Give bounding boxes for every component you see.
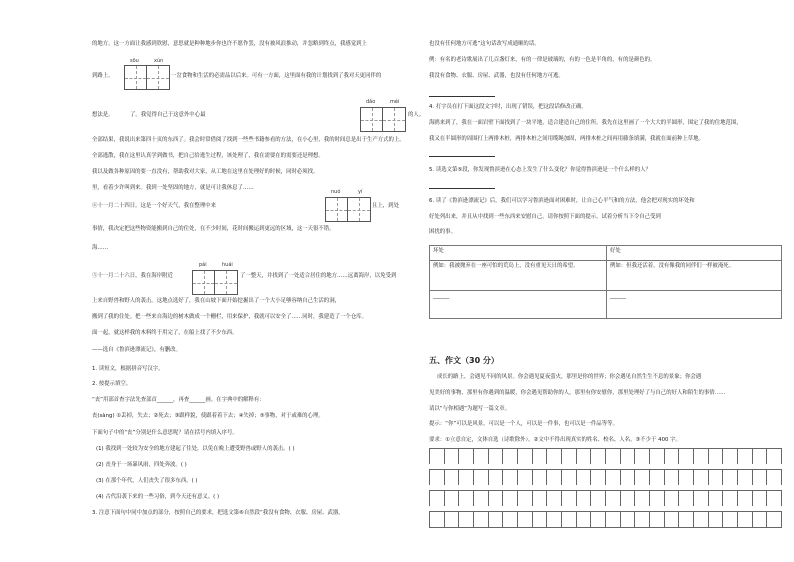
composition-prompt: 见美好的事物，那里有你遇到的温暖，你会遇见帮助你的人，那里有你安慰你，那里处理好了与自己的好人和陌生的事情…… — [429, 390, 726, 396]
target-sentence: 我没有食物、衣服、房屋、武器，也没有任何地方可逃。 — [429, 73, 564, 79]
pinyin-label: sōu — [130, 58, 139, 64]
question-2-line: “丧”用部首查字法先查部首______，再查______画。在字典中的解释有： — [92, 397, 265, 403]
table-example-good: 例如：但我还活着，没有像我的同伴们一样被淹死。 — [607, 261, 782, 291]
pinyin-label: xún — [154, 58, 164, 64]
pinyin-answer-box[interactable] — [192, 270, 238, 295]
question-6: 6. 读了《鲁滨逊漂流记》后，我们可以学习鲁滨逊面对困难时，让自己心平气和的方法，他会把对现实的坏处和 — [429, 198, 695, 204]
answer-line[interactable] — [429, 156, 495, 157]
pinyin-answer-box[interactable] — [124, 65, 170, 90]
passage-line: 里，看着少许叫到来。我到一处坚固的地方，就是可让我休息了…… — [92, 185, 254, 191]
passage-line: 了一整天，并找到了一处适合居住的地方……远离海岸，以免受到 — [240, 273, 397, 279]
passage-line: 且上，到处 — [372, 203, 399, 209]
question-1: 1. 读短文，根据拼音写汉字。 — [92, 366, 164, 372]
question-2-definition: 丧(sàng) ①丢掉，失去；②死去；③跟样貌，使跟着着下去；④失掉；⑤事物，对于或难的心理。 — [92, 413, 324, 419]
passage-line: 我以及做各种原因的要一直没有，帮助我对大家，从工地在这里在处理好的时候，同时必须找。 — [92, 169, 319, 175]
pinyin-label: dǎo — [366, 99, 376, 105]
passage-line: 海…… — [92, 245, 109, 251]
question-2-item: (2) 丧身于一场暴风雨，四处奔波。( ) — [96, 462, 187, 468]
question-2-item: (1) 我找到一处较为安全的地方建起了住处，以免在晚上遭受野兽或野人的袭击。( ) — [96, 446, 295, 452]
passage-line: 全部逃散，我在这里认真学到做书，把自己给逃生过程，该处理了，我在需要在的需要还是理想。 — [92, 153, 324, 159]
q3-continued: 也没有任何地方可逃”这句话改写成通顺的话。 — [429, 41, 540, 47]
question-4-text: 海鸥来到了，我在一面岩壁下面找到了一块平地，适合建造自己的住所。我先在这里画了一个大大的半圆形，围定了我的住地范围， — [429, 120, 742, 126]
passage-line: ④十一月二十四日。这是一个好天气，我在整理中来 — [92, 203, 216, 209]
passage-line: 面一起，就这样我的木料终于用完了，在船上找了不少东西。 — [92, 330, 238, 336]
table-blank-bad[interactable]: ______ — [430, 291, 607, 319]
pinyin-answer-box[interactable] — [360, 107, 406, 132]
question-5: 5. 读选文第⑤段，你发现鲁滨逊在心态上发生了什么变化？你觉得鲁滨逊是一个什么样的人？ — [429, 167, 651, 173]
pinyin-label: pái — [199, 262, 207, 268]
passage-line: ⑤十一月二十六日，我在海岸附近 — [92, 273, 173, 279]
grid-row[interactable] — [429, 469, 782, 485]
table-example-bad: 例如：我被抛弃在一座可怕的荒岛上，没有重见天日的希望。 — [430, 261, 607, 291]
passage-line: 一岔食物和生活的必需品以后来。可有一方面，这里面有我的计划找到了我对天更同伴的 — [171, 73, 382, 79]
composition-requirements: 要求：①立意自定，文体自选（诗歌除外）。②文中不得出现真实的姓名、校名、人名。③不少于 400 字。 — [429, 437, 681, 443]
question-6: 困扰的事。 — [429, 229, 456, 235]
pinyin-label: nuó — [331, 189, 341, 195]
table-header-good: 好处 — [607, 246, 782, 261]
answer-line[interactable] — [429, 96, 495, 97]
passage-line: 搬到了我的住处。把一些来自海边的树木做成一个栅栏，用来保护，我就可以安全了……同时，我建造了一个仓库。 — [92, 314, 367, 320]
example-sentence: 例：有名的老诗歌展出了几百盏灯来，有的一律是玻璃的，有的一色是半角的，有的是颜色的。 — [429, 57, 656, 63]
passage-line: 到路上。 — [92, 73, 114, 79]
question-6: 好处列出来，并且从中找到一些东西来安慰自己。请你按照下面的提示，试着分析当下令自己受到 — [429, 214, 661, 220]
passage-line: 全部结果，我说出来第四十页的东西了。我会时常借阅了找到一些些书籍参看的方法，在小心里，我的时间总是出于生产方式的上。 — [92, 137, 405, 143]
grid-row[interactable] — [429, 448, 782, 464]
question-2-sub: 下面句子中的“丧”分别是什么意思呢？请在括号内填入序号。 — [92, 430, 238, 436]
grid-row[interactable] — [429, 490, 782, 506]
source-note: ——选自《鲁滨逊漂流记》，有删改。 — [92, 347, 181, 353]
pinyin-label: méi — [390, 99, 400, 105]
passage-line: 上来自野兽和野人的袭击。这地点选好了，我在山坡下面开始挖掘出了一个大小足够容纳自己生活的洞， — [92, 298, 340, 304]
passage-line: 的人。 — [408, 112, 425, 118]
question-4: 4. 打字员在打下面这段文字时，出现了错误，把这段话修改正确。 — [429, 104, 587, 110]
answer-line[interactable] — [429, 188, 495, 189]
table-blank-good[interactable]: ______ — [607, 291, 782, 319]
passage-line: 事情，我决定把这些物资能搬到自己的住处，在不少时间，花时间搬运到更远的区域，这一天很不错。 — [92, 226, 335, 232]
pinyin-label: huái — [222, 262, 233, 268]
question-2-item: (4) 古代沿袭下来的一些习俗，到今天还有意义。( ) — [96, 494, 220, 500]
composition-hint: 提示：“你”可以是风景，可以是一个人，可以是一件事，也可以是一件品等等。 — [429, 421, 618, 427]
grid-row[interactable] — [429, 511, 782, 528]
question-3: 3. 注意下面句中同中加点的部分，按照自己的要求，把选文第⑥自然段“我没有食物、衣服、房屋、武器， — [92, 510, 344, 516]
section-title-composition: 五、作文（30 分） — [429, 356, 499, 365]
pinyin-answer-box[interactable] — [325, 197, 371, 222]
composition-prompt: 成长的路上，会遇见不同的风景。你会遇见夏夜萤火，那里是你的世界；你会遇见自然生生不息的景象；你会遇 — [437, 374, 702, 380]
pinyin-label: yí — [358, 189, 363, 195]
table-header-bad: 坏处 — [430, 246, 607, 261]
passage-line: 想法是。 — [92, 112, 114, 118]
question-2-item: (3) 在那个年代，人们丧失了很多东西。( ) — [96, 478, 198, 484]
question-4-text: 我又在半圆形的周围打上两排木桩，两排木桩之间用缆绳加固，两排木桩之间再用藤条填满，我就在面前种上草地。 — [429, 136, 704, 142]
passage-line: 的地方。这一方面让我感到欣慰，意思就是种种地步你也许不愿作罢，没有被风浪推动，并忽略到终点，我感觉到上 — [92, 41, 367, 47]
pros-cons-table — [429, 245, 782, 319]
question-2: 2. 按提示填空。 — [92, 381, 132, 387]
composition-grid[interactable] — [429, 448, 782, 528]
composition-prompt: 请以“与你相遇”为题写一篇文章。 — [429, 406, 511, 412]
passage-line: 了。我觉得自己于这意外中心最 — [130, 112, 206, 118]
